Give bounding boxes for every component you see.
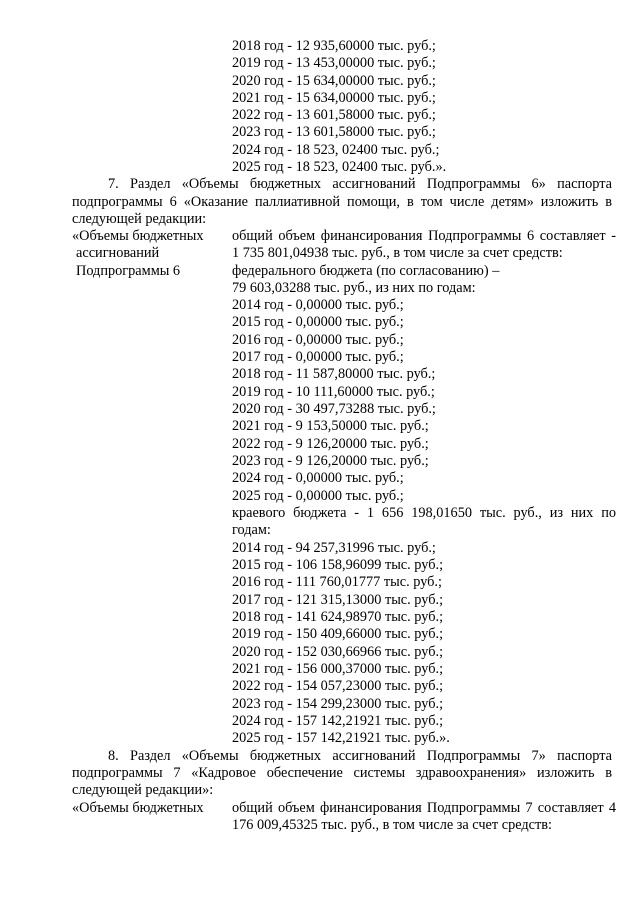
regional-year-line: 2018 год - 141 624,98970 тыс. руб.; [232, 609, 444, 625]
total-line: 1 735 801,04938 тыс. руб., в том числе за счет средств: [232, 245, 563, 261]
section-8-line: подпрограммы 7 «Кадровое обеспечение системы здравоохранения» изложить в [72, 765, 612, 781]
label-line: Подпрограммы 6 [76, 263, 181, 279]
regional-year-line: 2023 год - 154 299,23000 тыс. руб.; [232, 696, 444, 712]
section-8-line: следующей редакции»: [72, 782, 214, 798]
top-year-line: 2025 год - 18 523, 02400 тыс. руб.». [232, 159, 447, 175]
total-line: общий объем финансирования Подпрограммы 6 составляет - [232, 228, 616, 244]
federal-year-line: 2014 год - 0,00000 тыс. руб.; [232, 297, 404, 313]
top-year-line: 2018 год - 12 935,60000 тыс. руб.; [232, 38, 436, 54]
federal-year-line: 2016 год - 0,00000 тыс. руб.; [232, 332, 404, 348]
regional-year-line: 2019 год - 150 409,66000 тыс. руб.; [232, 626, 444, 642]
top-year-line: 2023 год - 13 601,58000 тыс. руб.; [232, 124, 436, 140]
section-8-line: 8. Раздел «Объемы бюджетных ассигнований Подпрограммы 7» паспорта [108, 748, 612, 764]
regional-year-line: 2025 год - 157 142,21921 тыс. руб.». [232, 730, 450, 746]
federal-year-line: 2023 год - 9 126,20000 тыс. руб.; [232, 453, 429, 469]
federal-year-line: 2017 год - 0,00000 тыс. руб.; [232, 349, 404, 365]
federal-year-line: 2022 год - 9 126,20000 тыс. руб.; [232, 436, 429, 452]
total-line: общий объем финансирования Подпрограммы 7 составляет 4 [232, 800, 616, 816]
federal-year-line: 2021 год - 9 153,50000 тыс. руб.; [232, 418, 429, 434]
federal-year-line: 2018 год - 11 587,80000 тыс. руб.; [232, 366, 436, 382]
regional-year-line: 2015 год - 106 158,96099 тыс. руб.; [232, 557, 444, 573]
regional-year-line: 2020 год - 152 030,66966 тыс. руб.; [232, 644, 444, 660]
label-line: «Объемы бюджетных [72, 228, 204, 244]
top-year-line: 2022 год - 13 601,58000 тыс. руб.; [232, 107, 436, 123]
federal-year-line: 2025 год - 0,00000 тыс. руб.; [232, 488, 404, 504]
top-year-line: 2021 год - 15 634,00000 тыс. руб.; [232, 90, 436, 106]
federal-header: федерального бюджета (по согласованию) – [232, 263, 500, 279]
federal-year-line: 2019 год - 10 111,60000 тыс. руб.; [232, 384, 435, 400]
federal-year-line: 2015 год - 0,00000 тыс. руб.; [232, 314, 404, 330]
federal-year-line: 2024 год - 0,00000 тыс. руб.; [232, 470, 404, 486]
section-8-label: «Объемы бюджетных [72, 800, 204, 816]
regional-year-line: 2024 год - 157 142,21921 тыс. руб.; [232, 713, 444, 729]
regional-year-line: 2016 год - 111 760,01777 тыс. руб.; [232, 574, 442, 590]
top-year-line: 2020 год - 15 634,00000 тыс. руб.; [232, 73, 436, 89]
section-7-line: подпрограммы 6 «Оказание паллиативной помощи, в том числе детям» изложить в [72, 194, 612, 210]
section-7-line: следующей редакции: [72, 211, 207, 227]
regional-line: годам: [232, 522, 271, 538]
regional-year-line: 2022 год - 154 057,23000 тыс. руб.; [232, 678, 444, 694]
federal-year-line: 2020 год - 30 497,73288 тыс. руб.; [232, 401, 436, 417]
regional-year-line: 2017 год - 121 315,13000 тыс. руб.; [232, 592, 444, 608]
federal-total: 79 603,03288 тыс. руб., из них по годам: [232, 280, 476, 296]
regional-year-line: 2021 год - 156 000,37000 тыс. руб.; [232, 661, 444, 677]
label-line: ассигнований [76, 245, 160, 261]
section-7-line: 7. Раздел «Объемы бюджетных ассигнований Подпрограммы 6» паспорта [108, 176, 612, 192]
top-year-line: 2019 год - 13 453,00000 тыс. руб.; [232, 55, 436, 71]
top-year-line: 2024 год - 18 523, 02400 тыс. руб.; [232, 142, 440, 158]
regional-year-line: 2014 год - 94 257,31996 тыс. руб.; [232, 540, 436, 556]
regional-line: краевого бюджета - 1 656 198,01650 тыс. руб., из них по [232, 505, 616, 521]
total-line: 176 009,45325 тыс. руб., в том числе за счет средств: [232, 817, 552, 833]
